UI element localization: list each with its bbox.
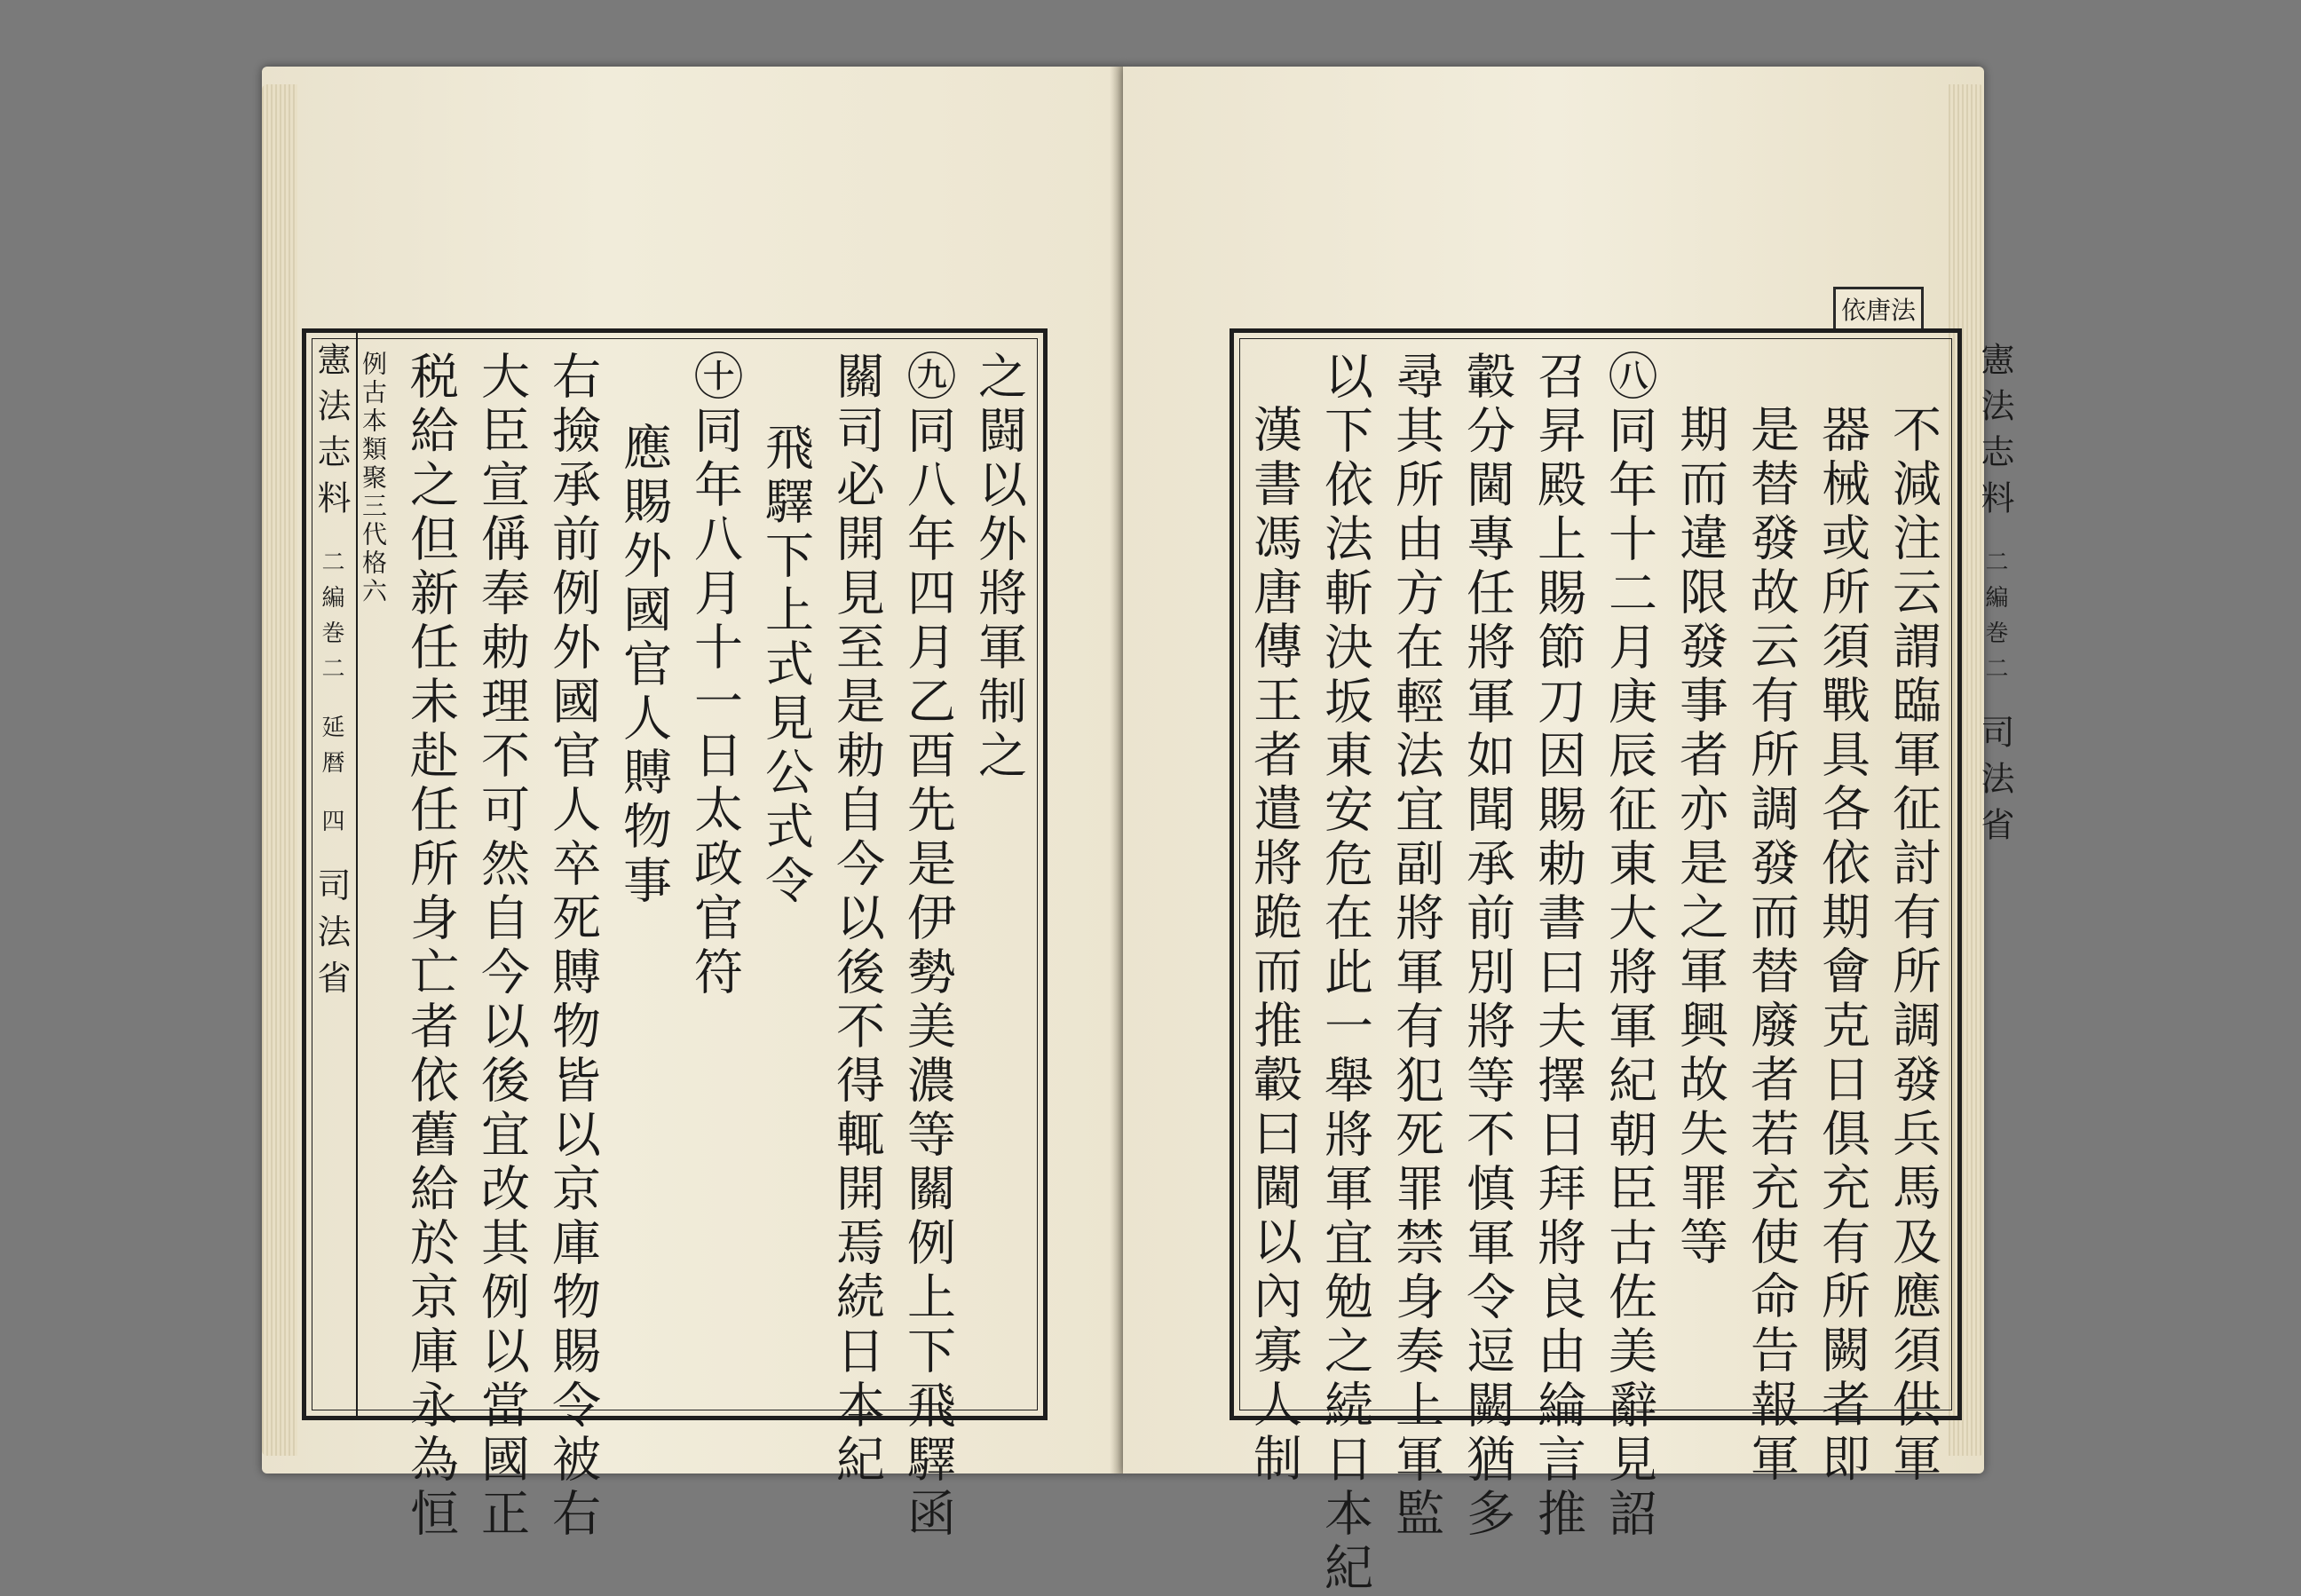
right-text-column: 召昇殿上賜節刀因賜勅書曰夫擇日拜將良由綸言推 xyxy=(1530,351,1586,1542)
left-text-column: 税給之但新任未赴任所身亡者依舊給於京庫永為恒 xyxy=(402,351,459,1542)
right-text-column: ㊇同年十二月庚辰征東大將軍紀朝臣古佐美辭見詔 xyxy=(1601,351,1657,1542)
left-gutter-title: 憲法志料 xyxy=(312,342,351,526)
right-text-column: 是替發故云有所調發而替廢者若充使命告報軍 xyxy=(1743,404,1799,1487)
open-book xyxy=(262,67,2014,1596)
left-gutter xyxy=(304,333,358,1416)
left-text-column: 大臣宣偁奉勅理不可然自今以後宜改其例以當國正 xyxy=(473,351,530,1542)
right-text-frame xyxy=(1230,328,2014,1596)
right-text-column: 尋其所由方在輕法宜副將軍有犯死罪禁身奏上軍監 xyxy=(1388,351,1444,1542)
right-text-column: 以下依法斬決坂東安危在此一舉將軍宜勉之続日本紀 xyxy=(1317,351,1373,1596)
right-gutter xyxy=(1966,333,2020,1416)
left-gutter-volume: 二編巻二 xyxy=(318,549,344,692)
left-text-column: 應賜外國官人賻物事 xyxy=(615,422,672,909)
left-gutter-publisher: 司法省 xyxy=(312,867,351,1007)
left-text-frame xyxy=(302,328,1048,1542)
left-text-column: ㊈同八年四月乙酉先是伊勢美濃等關例上下飛驛函 xyxy=(899,351,956,1542)
left-text-column: 之闘以外將軍制之 xyxy=(970,351,1027,784)
right-text-column: 不減注云謂臨軍征討有所調發兵馬及應須供軍 xyxy=(1885,404,1941,1487)
left-text-column: ㊉同年八月十一日太政官符 xyxy=(686,351,743,1000)
right-gutter-volume: 二編巻二 xyxy=(1981,549,2008,692)
right-page-tag: 依唐法 xyxy=(1833,287,1924,331)
right-gutter-publisher: 司法省 xyxy=(1975,715,2014,854)
right-text-column: 轂分閫專任將軍如聞承前別將等不慎軍令逗闕猶多 xyxy=(1459,351,1515,1542)
left-page xyxy=(262,67,1123,1542)
right-text-column: 期而違限發事者亦是之軍興故失罪等 xyxy=(1672,404,1728,1270)
left-text-column: 關司必開見至是勅自今以後不得輒開焉続日本紀 xyxy=(828,351,885,1488)
right-text-column: 漢書馮唐傳王者遣將跪而推轂曰閫以內寡人制 xyxy=(1245,404,1302,1487)
left-text-column: 飛驛下上式見公式令 xyxy=(757,422,814,909)
left-page-edge xyxy=(262,84,297,1456)
left-gutter-era: 延暦 xyxy=(318,715,344,786)
left-text-column: 右撿承前例外國官人卒死賻物皆以京庫物賜令被右 xyxy=(544,351,601,1542)
right-text-column: 器械或所須戰具各依期會克日俱充有所闕者即 xyxy=(1814,404,1870,1487)
left-gutter-page-number: 四 xyxy=(318,809,344,845)
right-gutter-title: 憲法志料 xyxy=(1975,342,2014,526)
left-text-column: 例古本類聚三代格六 xyxy=(359,351,388,606)
